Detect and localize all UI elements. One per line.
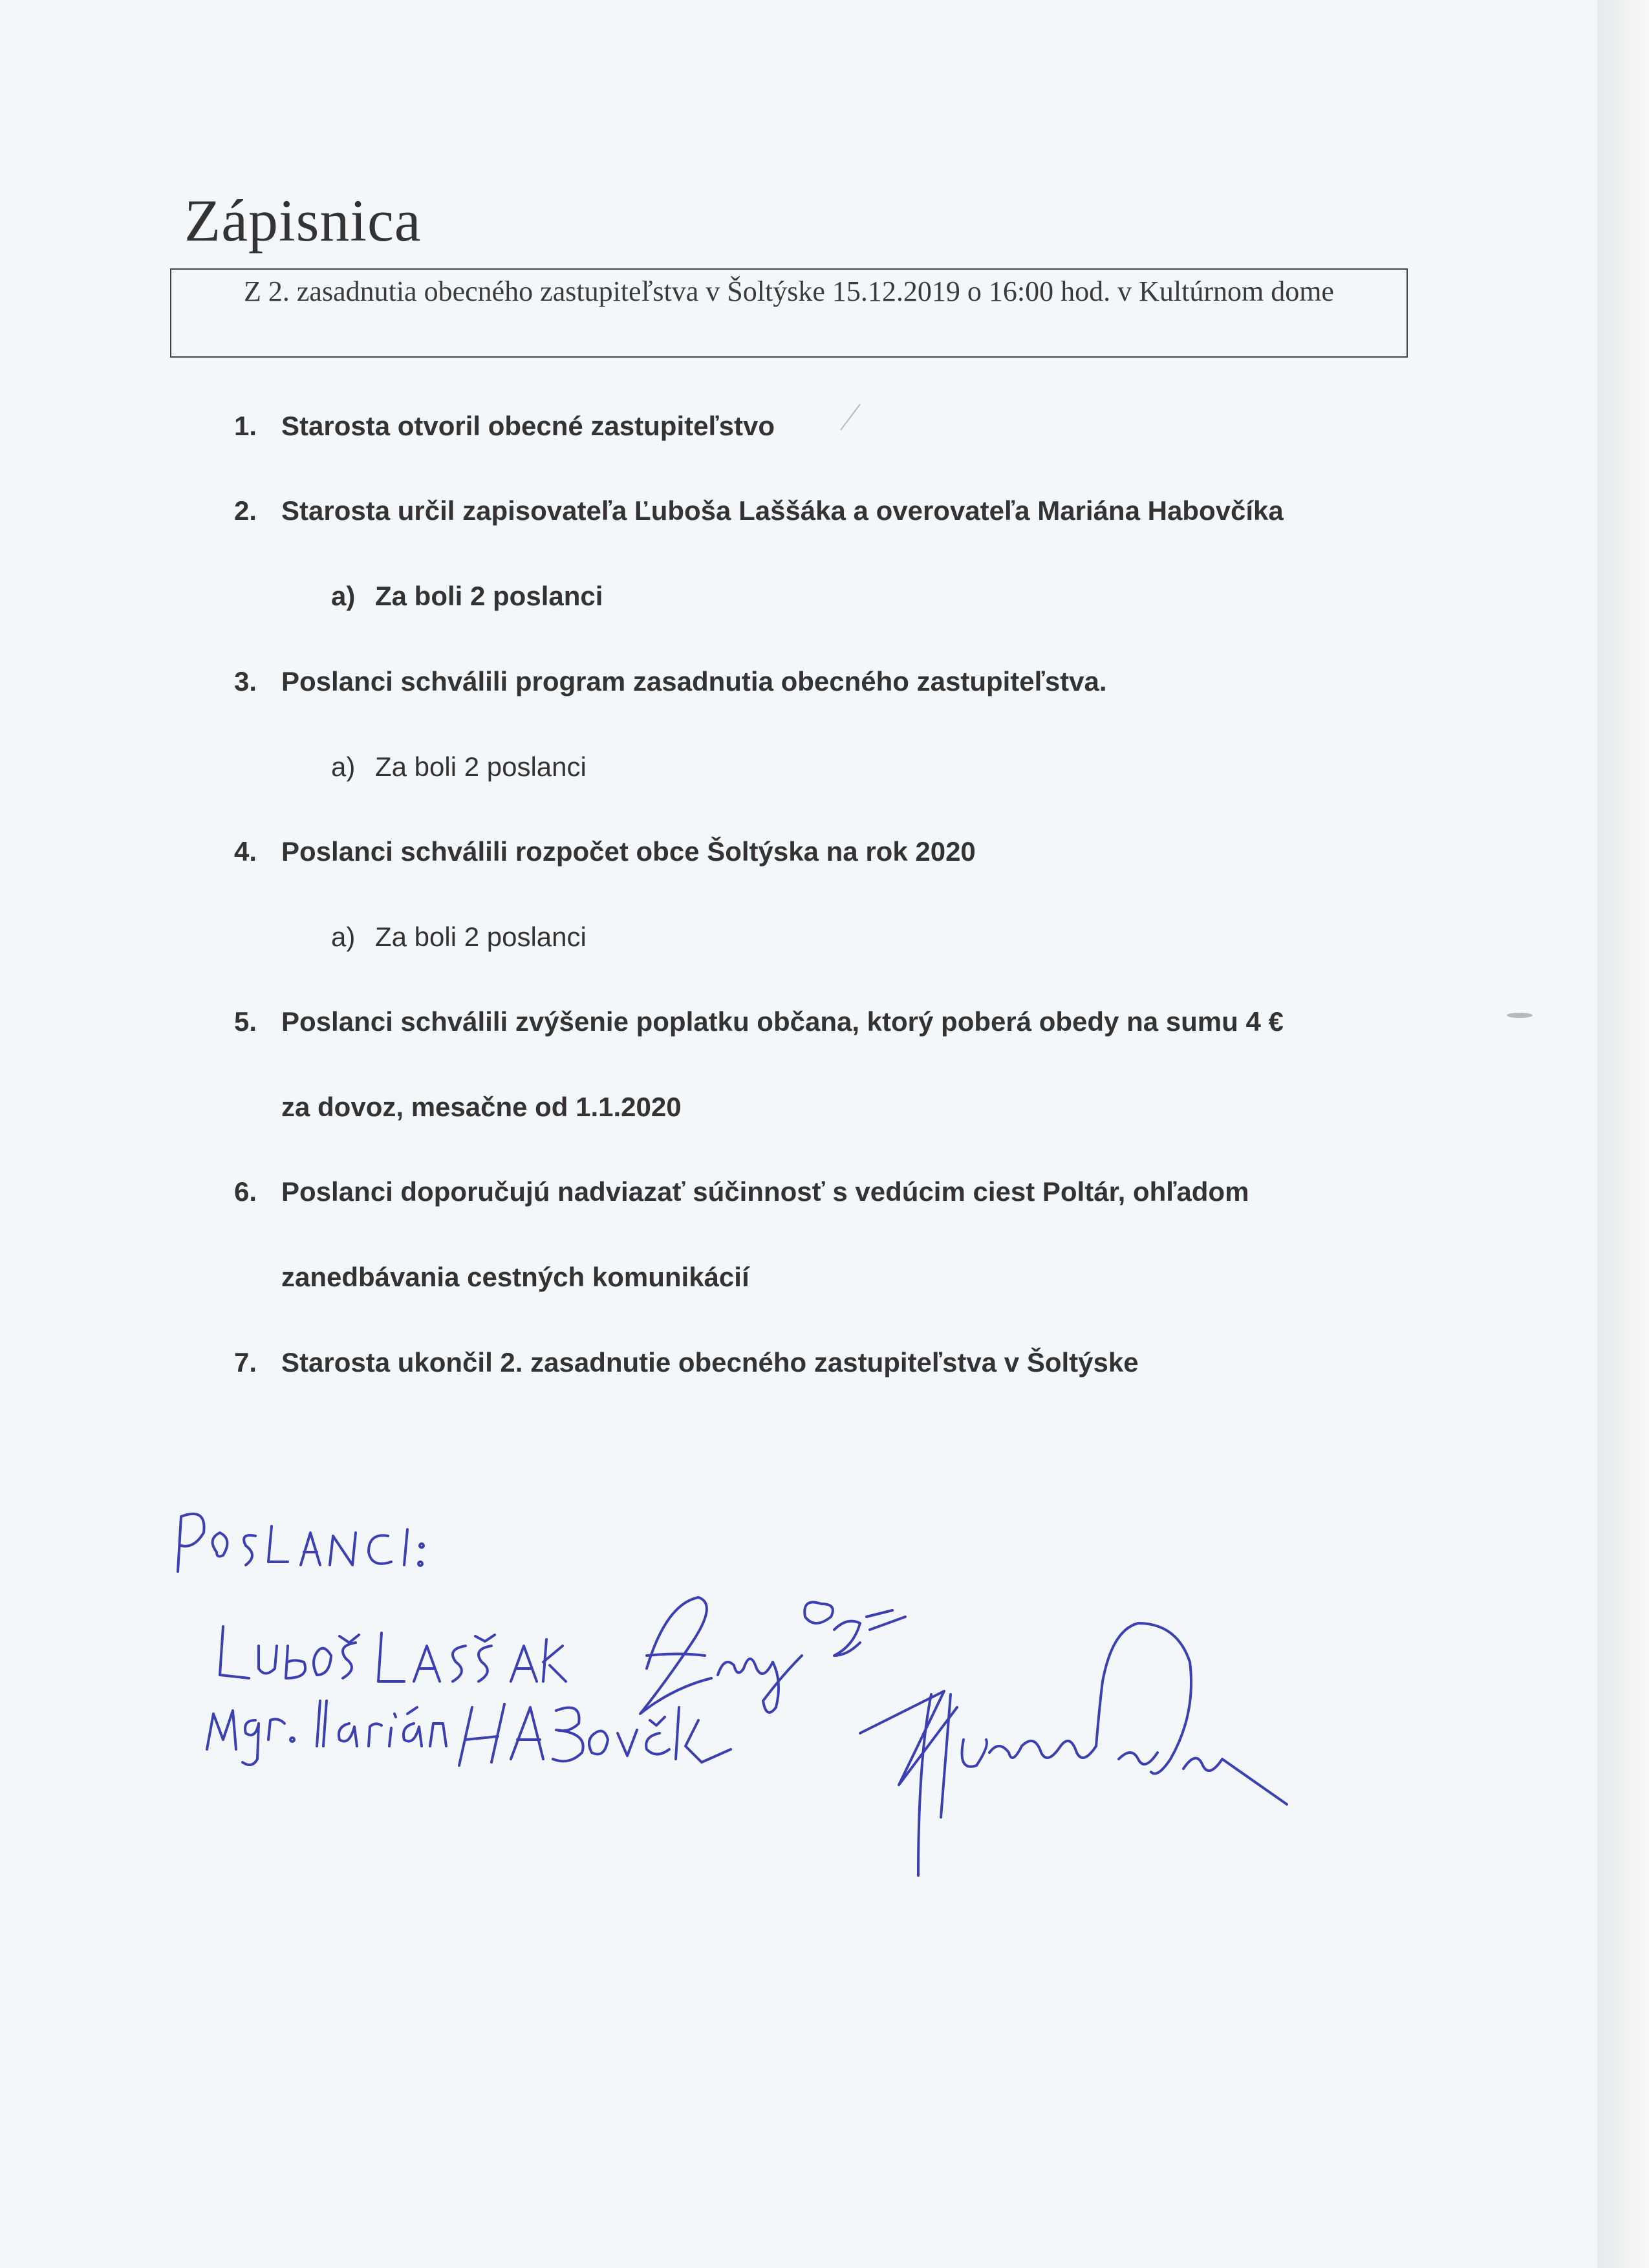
agenda-item-text: Poslanci schválili program zasadnutia obecného zastupiteľstva.	[281, 666, 1107, 697]
agenda-item-text-continued: zanedbávania cestných komunikácií	[281, 1262, 749, 1292]
paper-smudge	[1503, 1009, 1536, 1022]
agenda-item-number: 6.	[234, 1176, 257, 1207]
document-subtitle: Z 2. zasadnutia obecného zastupiteľstva v Šoltýske 15.12.2019 o 16:00 hod. v Kultúrnom dome	[170, 268, 1408, 358]
agenda-subitem-label: a)	[331, 581, 356, 611]
agenda-item-number: 3.	[234, 666, 257, 697]
agenda-item-text: Starosta ukončil 2. zasadnutie obecného zastupiteľstva v Šoltýske	[281, 1347, 1139, 1377]
agenda-subitem-text: Za boli 2 poslanci	[375, 751, 587, 782]
agenda-item-text: Poslanci schválili zvýšenie poplatku občana, ktorý poberá obedy na sumu 4 €	[281, 1006, 1284, 1037]
agenda-item-number: 5.	[234, 1006, 257, 1037]
document-title: Zápisnica	[184, 188, 422, 254]
agenda-item-number: 1.	[234, 411, 257, 441]
agenda-subitem-label: a)	[331, 751, 356, 782]
agenda-item-number: 4.	[234, 836, 257, 867]
check-mark	[837, 401, 863, 433]
agenda-subitem-label: a)	[331, 922, 356, 952]
agenda-item-text: Poslanci doporučujú nadviazať súčinnosť s vedúcim ciest Poltár, ohľadom	[281, 1176, 1249, 1207]
agenda-item-text: Starosta otvoril obecné zastupiteľstvo	[281, 411, 775, 441]
agenda-subitem-text: Za boli 2 poslanci	[375, 922, 587, 952]
agenda-item-number: 7.	[234, 1347, 257, 1377]
agenda-item-text: Starosta určil zapisovateľa Ľuboša Laššáka a overovateľa Mariána Habovčíka	[281, 495, 1284, 526]
agenda-subitem-text: Za boli 2 poslanci	[375, 581, 603, 611]
agenda-item-number: 2.	[234, 495, 257, 526]
agenda-item-text: Poslanci schválili rozpočet obce Šoltýska na rok 2020	[281, 836, 976, 867]
agenda-item-text-continued: za dovoz, mesačne od 1.1.2020	[281, 1092, 682, 1122]
